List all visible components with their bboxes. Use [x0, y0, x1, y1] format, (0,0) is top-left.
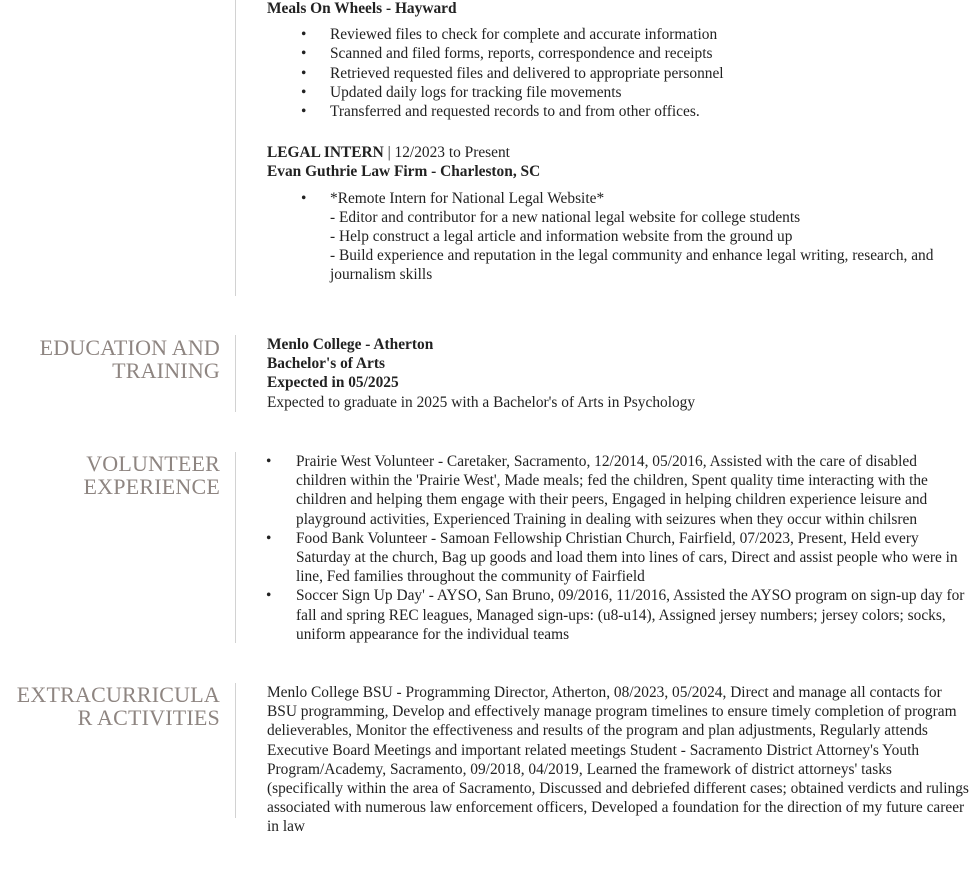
- section-divider: [235, 683, 236, 818]
- volunteer-section: [0, 452, 980, 643]
- job-dates: | 12/2023 to Present: [383, 144, 510, 162]
- list-item: • Reviewed files to check for complete and accurate information: [267, 25, 980, 44]
- list-item: • Updated daily logs for tracking file movements: [267, 83, 980, 102]
- volunteer-list: [267, 452, 968, 644]
- list-item: • Scanned and filed forms, reports, correspondence and receipts: [267, 44, 980, 63]
- list-item: • Soccer Sign Up Day' - AYSO, San Bruno, 09/2016, 11/2016, Assisted the AYSO program on sign-up day for fall and spring REC leagues, Managed sign-ups: (u8-u14), Assigned jersey numbers; jersey colors; socks, uniform appearance for the individual teams: [267, 586, 968, 644]
- bullet-line: - Help construct a legal article and information website from the ground up: [330, 228, 793, 246]
- section-heading: EXTRACURRICULA R ACTIVITIES: [16, 682, 220, 730]
- extracurricular-text: Menlo College BSU - Programming Director, Atherton, 08/2023, 05/2024, Direct and manage all contacts for BSU programming, Develop and effectively manage program timelines to ensure timely completion of program delieverables, Monitor the effectiveness and results of the program and plan adjustments, Regularly attends Executive Board Meetings and important related meetings Student - Sacramento District Attorney's Youth Program/Academy, Sacramento, 09/2018, 04/2019, Learned the framework of district attorneys' tasks (specifically within the area of Sacramento, Discussed and debriefed different cases; obtained verdicts and rulings associated with numerous law enforcement officers, Developed a foundation for the direction of my future career in law: [267, 684, 969, 836]
- job-title: LEGAL INTERN: [267, 144, 384, 162]
- degree: Bachelor's of Arts: [267, 355, 385, 373]
- expected-date: Expected in 05/2025: [267, 374, 399, 392]
- education-content: [267, 335, 980, 412]
- experience-section: [0, 0, 980, 296]
- job-bullets: [267, 25, 980, 121]
- bullet-line: • *Remote Intern for National Legal Website*: [330, 189, 605, 207]
- school-name: Menlo College - Atherton: [267, 336, 434, 353]
- list-item: [267, 189, 980, 285]
- volunteer-content: [267, 452, 968, 644]
- experience-content: [267, 0, 980, 285]
- list-item: • Prairie West Volunteer - Caretaker, Sacramento, 12/2014, 05/2016, Assisted with the care of disabled children within the 'Prairie West', Made meals; fed the children, Spent quality time interacting with the children and helping them engage with their peers, Engaged in helping children experience leisure and playground activities, Experienced Training in dealing with seizures when they occur within chilsren: [267, 452, 968, 529]
- list-item: • Retrieved requested files and delivered to appropriate personnel: [267, 64, 980, 83]
- education-note: Expected to graduate in 2025 with a Bachelor's of Arts in Psychology: [267, 393, 696, 411]
- job-employer: Meals On Wheels - Hayward: [267, 0, 457, 17]
- extracurricular-section: [0, 682, 980, 836]
- education-section: [0, 335, 980, 412]
- bullet-line: - Editor and contributor for a new national legal website for college students: [330, 208, 801, 226]
- extracurricular-content: [267, 683, 970, 837]
- section-divider: [235, 335, 236, 412]
- job-employer: Evan Guthrie Law Firm - Charleston, SC: [267, 163, 541, 181]
- list-item: • Transferred and requested records to and from other offices.: [267, 102, 980, 121]
- job-title-line: [267, 143, 980, 162]
- section-divider: [235, 452, 236, 643]
- section-heading: VOLUNTEER EXPERIENCE: [83, 451, 220, 499]
- list-item: • Food Bank Volunteer - Samoan Fellowship Christian Church, Fairfield, 07/2023, Present, Held every Saturday at the church, Bag up goods and load them into lines of cars, Direct and assist people who were in line, Fed families throughout the community of Fairfield: [267, 529, 968, 587]
- section-heading: EDUCATION AND TRAINING: [39, 335, 220, 383]
- job-bullets: [267, 189, 980, 285]
- section-divider: [235, 0, 236, 296]
- bullet-line: - Build experience and reputation in the legal community and enhance legal writing, research, and journalism skills: [330, 247, 934, 284]
